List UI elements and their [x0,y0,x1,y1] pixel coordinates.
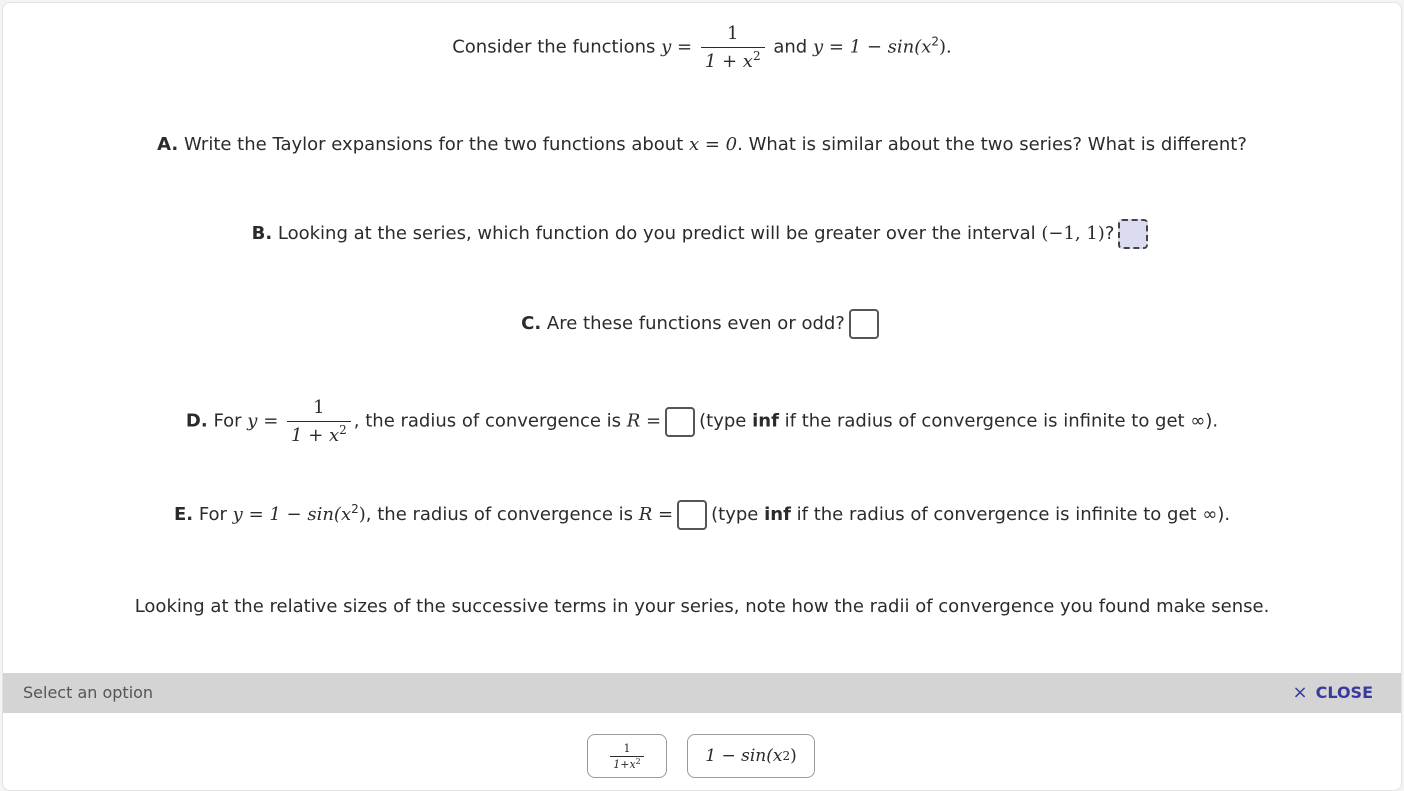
part-b: B. Looking at the series, which function do you predict will be greater over the interval (−1, 1)? [3,219,1401,249]
part-a-label: A. [157,134,179,155]
fraction-d: $\frac{1}{1 + x^2}$ [287,397,351,446]
option-button-1[interactable]: $\frac{1}{1+x^2}$ [587,734,667,778]
part-c-label: C. [521,313,542,334]
part-e-answer-box[interactable] [677,500,707,530]
part-c: C. Are these functions even or odd? [3,309,1401,339]
close-icon: × [1292,682,1308,703]
part-e-label: E. [173,504,194,525]
option-selector-bar [3,673,1401,713]
part-d: D. For y = $\frac{1}{1 + x^2}$ , the radius of convergence is R = (type inf if the radius of convergence is infinite to get ∞). [185,397,1219,446]
part-e: E. For $y = 1 - \sin(x^2)$, the radius of convergence is R = (type inf if the radius of convergence is infinite to get ∞). [3,500,1401,530]
close-button[interactable]: × CLOSE [1292,682,1373,703]
part-a: A. Write the Taylor expansions for the two functions about x = 0. What is similar about the two series? What is different? [157,134,1247,155]
part-d-label: D. [185,410,208,432]
part-d-answer-box[interactable] [665,407,695,437]
select-prompt: Select an option [23,683,154,702]
problem-card [2,2,1402,791]
closing-note: Looking at the relative sizes of the successive terms in your series, note how the radii of convergence you found make sense. [134,596,1270,617]
part-c-answer-box[interactable] [849,309,879,339]
option-button-2[interactable]: 1 − sin(x 2 ) [687,734,815,778]
part-b-answer-box[interactable] [1118,219,1148,249]
fraction-f1: $\frac{1}{1 + x^2}$ [701,23,765,72]
part-b-label: B. [251,223,273,244]
intro-line: Consider the functions y = $\frac{1}{1 + x^2}$ and $y = 1 - \sin(x^2)$. [452,23,952,72]
